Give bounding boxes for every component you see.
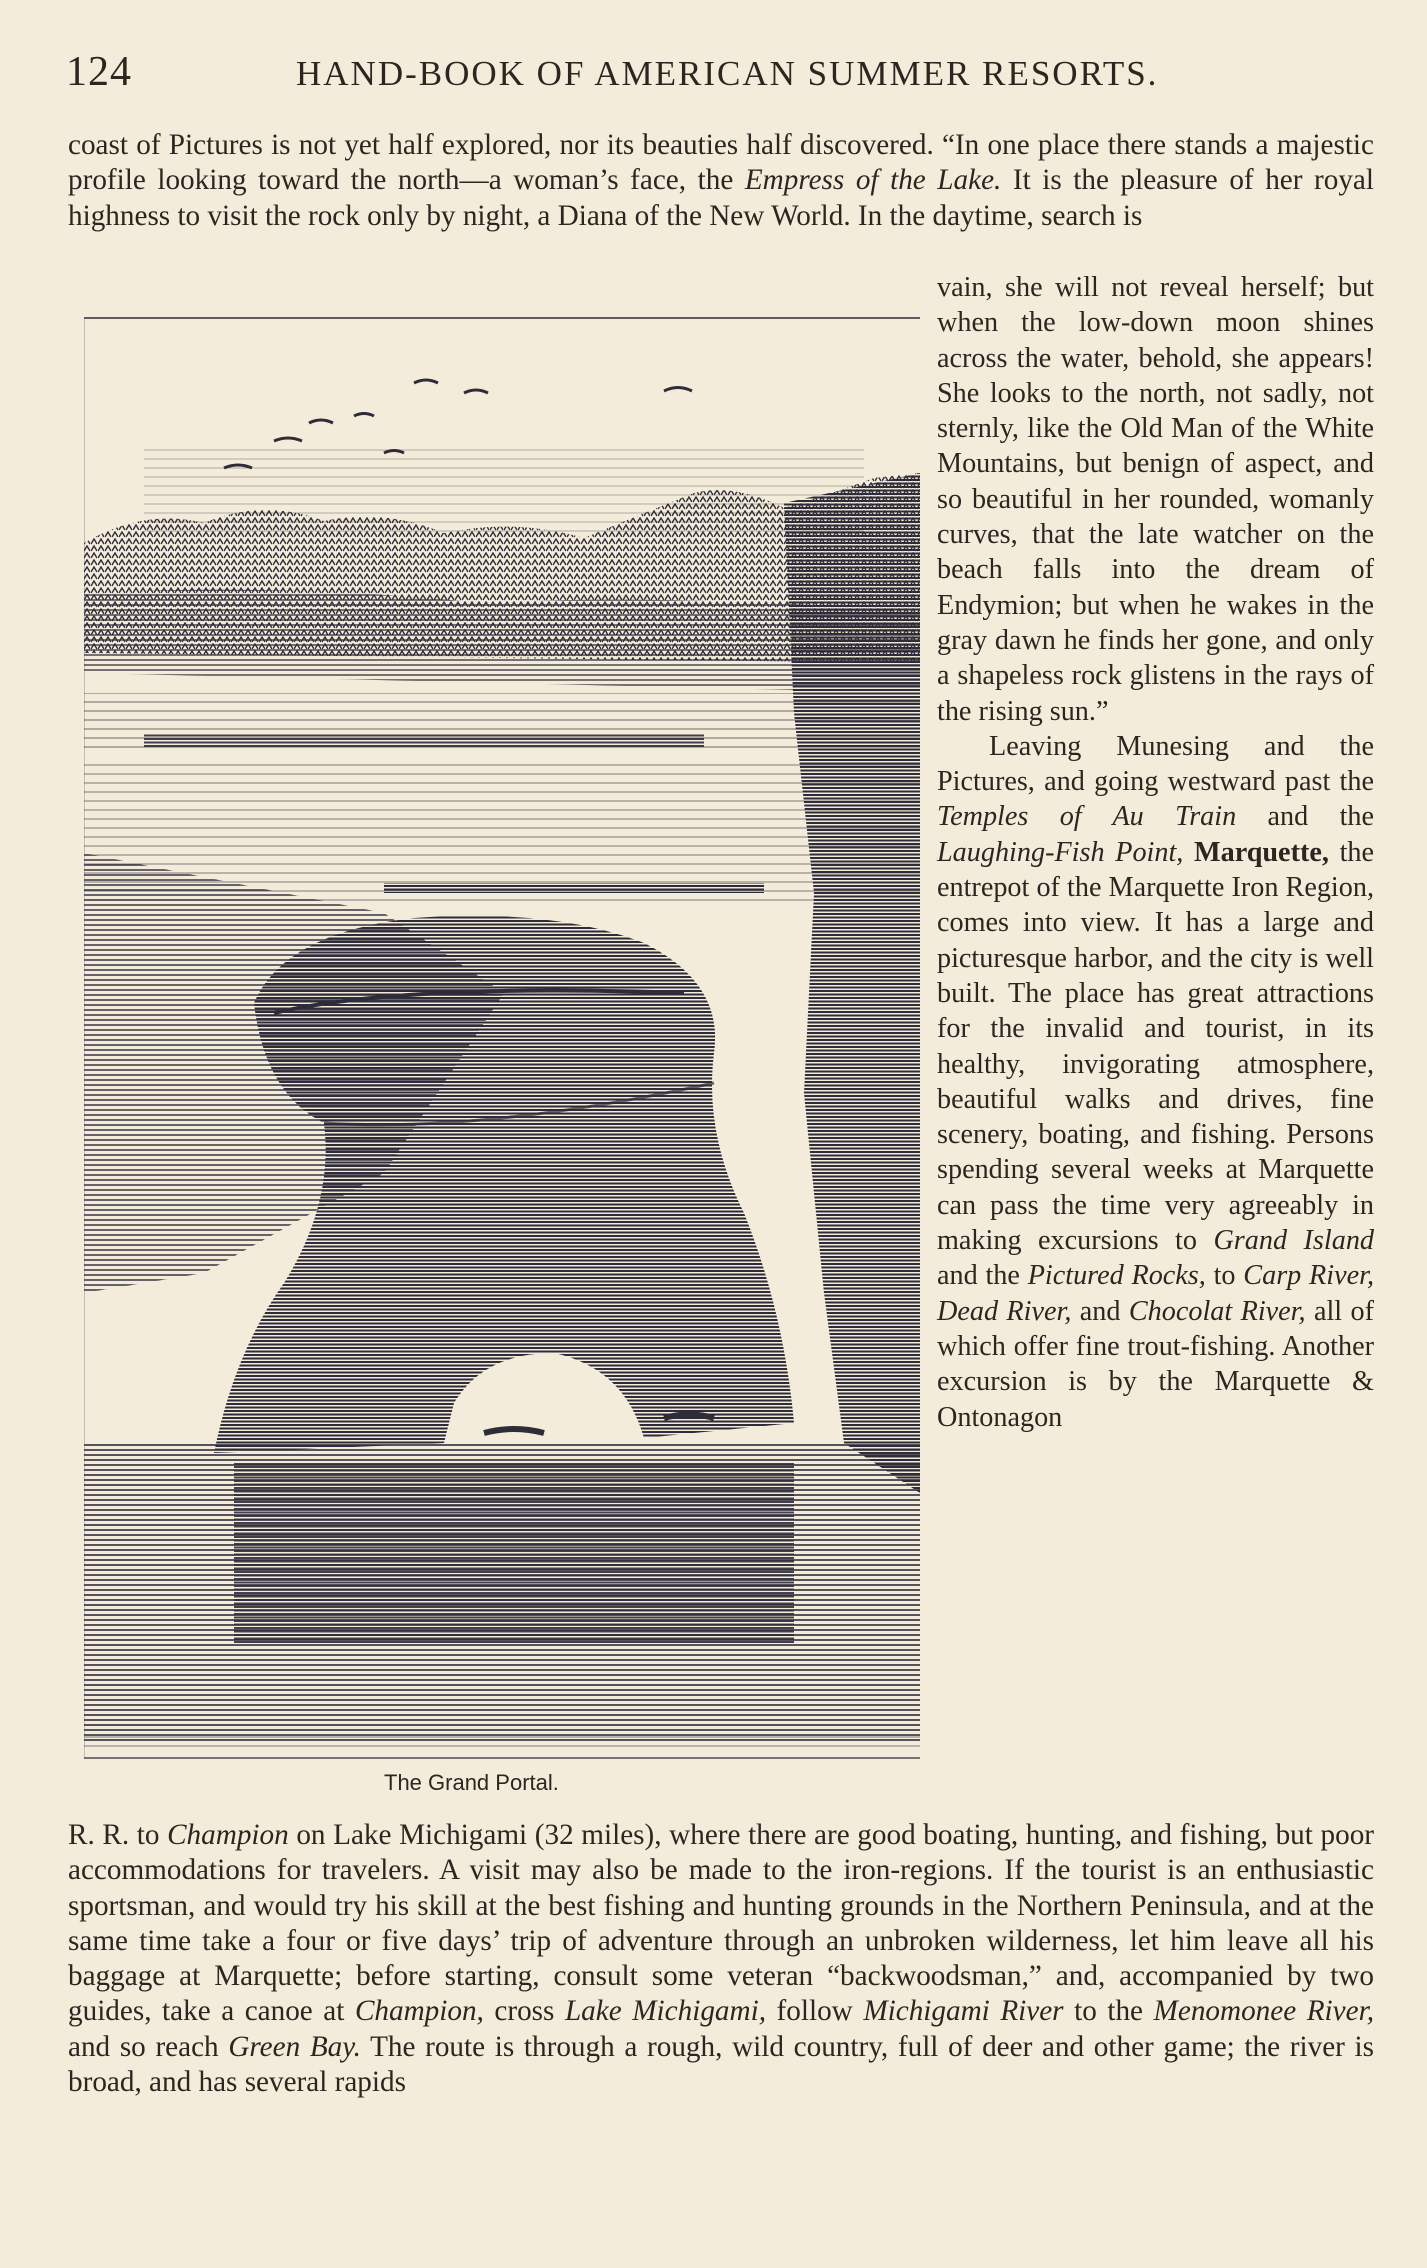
bold-place-marquette: Marquette, — [1194, 836, 1329, 868]
italic-place: Michigami River — [863, 1995, 1064, 2028]
engraving-svg — [84, 293, 920, 1766]
column-paragraph-2 — [937, 729, 1374, 1435]
text-run: to the — [1063, 1995, 1154, 2028]
text-run: on Lake Michigami (32 miles), where there are good boating, hunting, and fishing, but poor accommodations for travelers. A visit may also be made to the iron-regions. If the tourist is an enthusiastic sportsman, and would try his skill at the best fishing and hunting grounds in the Northern Peninsula, and at the same time take a four or five days’ trip of adventure through an unbroken wilderness, let him leave all his baggage at Marquette; before starting, consult some veteran “backwoodsman,” and, accompanied by two guides, take a canoe at — [68, 1819, 1375, 2028]
paragraph-bottom — [68, 1818, 1374, 2100]
paragraph-top — [68, 128, 1374, 234]
text-run: cross — [483, 1995, 565, 2028]
text-top — [68, 128, 1374, 234]
column-paragraph-1: vain, she will not reveal herself; but when the low-down moon shines across the water, behold, she appears! She looks to the north, not sadly, not sternly, like the Old Man of the White Mountains, but benign of aspect, and so beautiful in her rounded, womanly curves, that the late watcher on the beach falls into the dream of Endymion; but when he wakes in the gray dawn he finds her gone, and only a shapeless rock glistens in the rays of the rising sun.” — [937, 272, 1374, 727]
italic-place: Laughing-Fish Point, — [937, 836, 1184, 868]
italic-place: Grand Island — [1213, 1225, 1375, 1257]
italic-place: Champion, — [354, 1995, 484, 2028]
page-number: 124 — [66, 49, 132, 95]
italic-place: Temples of Au Train — [937, 801, 1237, 833]
text-run: the entrepot of the Marquette Iron Region, comes into view. It has a large and picturesque harbor, and the city is well built. The place has great attractions for the invalid and tourist, in its healthy, invigorating atmosphere, beautiful walks and drives, fine scenery, boating, and fishing. Persons spending several weeks at Marquette can pass the time very agreeably in making excursions to — [937, 836, 1374, 1257]
italic-name-empress: Empress of the Lake. — [744, 164, 1002, 197]
italic-place: Chocolat River, — [1128, 1295, 1306, 1327]
text-run: coast of Pictures is not yet half explored, nor its beauties half discovered. “In one place there stands a majestic profile looking toward the north—a woman’s face, the — [68, 129, 1374, 197]
text-bottom — [68, 1818, 1374, 2100]
italic-place: Carp River, Dead River, — [937, 1260, 1374, 1327]
italic-place: Menomonee River, — [1153, 1995, 1374, 2028]
text-run: and so reach — [68, 2030, 229, 2063]
italic-place: Green Bay. — [228, 2030, 361, 2063]
text-run: R. R. to — [68, 1819, 168, 1851]
italic-place: Pictured Rocks, — [1027, 1260, 1206, 1292]
text-run: Leaving Munesing and the Pictures, and going westward past the — [937, 730, 1374, 798]
page-header — [66, 48, 1366, 98]
boat — [664, 1415, 714, 1419]
text-run: and the — [937, 1260, 1028, 1292]
text-run: It is the pleasure of her royal highness to visit the rock only by night, a Diana of the New World. In the daytime, search is — [68, 164, 1374, 232]
text-column — [937, 270, 1374, 1435]
text-run: The route is through a rough, wild country, full of deer and other game; the river is broad, and has several rapids — [68, 2030, 1375, 2099]
running-title: HAND-BOOK OF AMERICAN SUMMER RESORTS. — [296, 54, 1159, 93]
right-cliff — [784, 473, 920, 1493]
text-run: to — [1205, 1260, 1244, 1292]
text-run: all of which offer fine trout-fishing. Another excursion is by the Marquette & Ontonagon — [937, 1295, 1374, 1433]
text-run: and — [1071, 1295, 1129, 1327]
text-run — [1183, 837, 1194, 868]
italic-place: Champion — [167, 1819, 289, 1851]
illustration-grand-portal — [84, 293, 920, 1766]
figure-caption: The Grand Portal. — [384, 1770, 559, 1795]
text-run: and the — [1236, 801, 1375, 833]
text-run: follow — [766, 1995, 864, 2028]
italic-place: Lake Michigami, — [564, 1995, 766, 2028]
